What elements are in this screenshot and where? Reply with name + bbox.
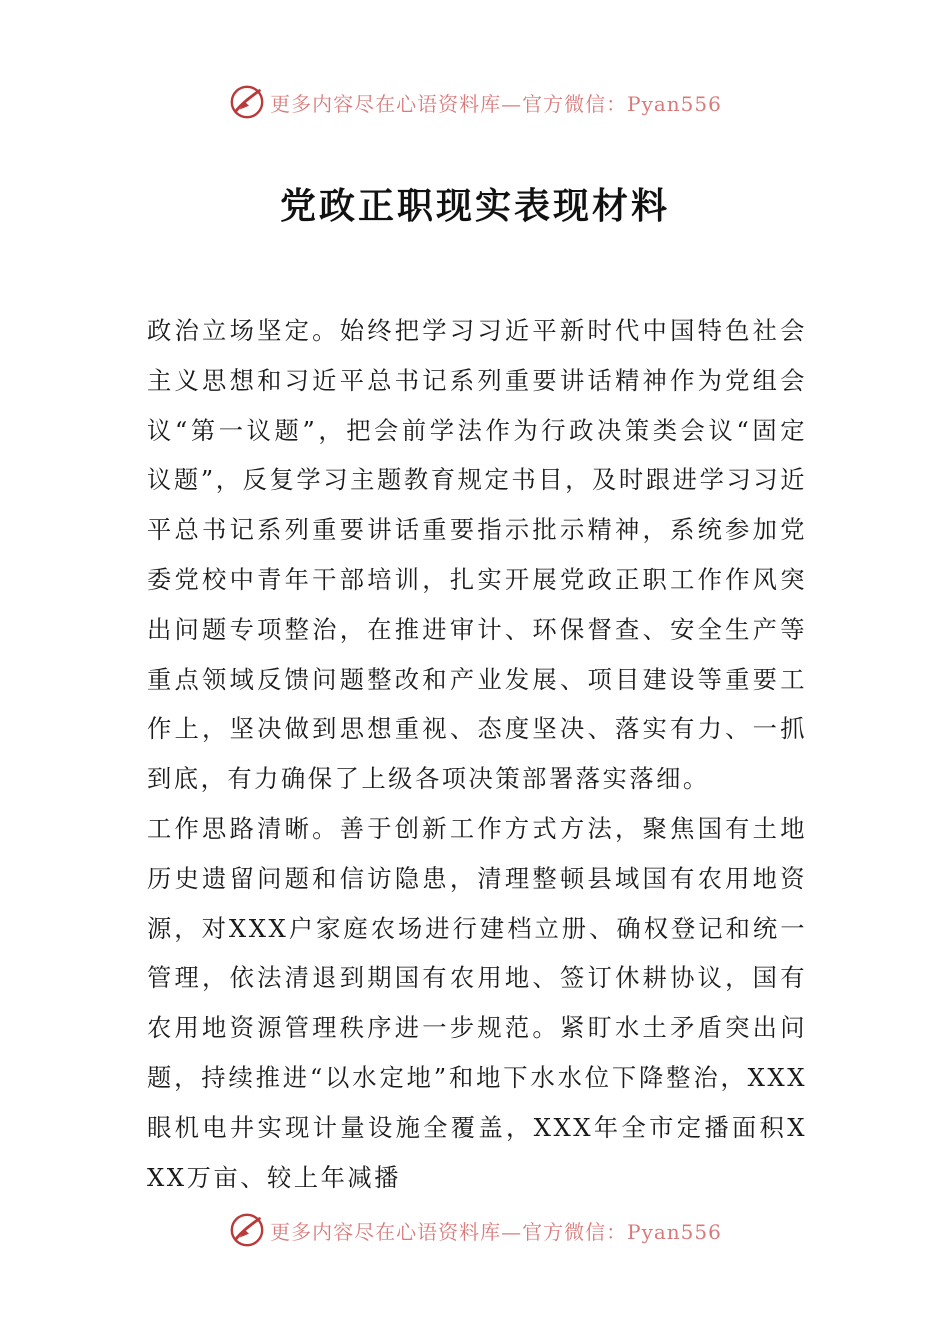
pen-logo-icon <box>228 83 266 121</box>
pen-logo-icon <box>228 1211 266 1249</box>
paragraph-political-stance: 政治立场坚定。始终把学习习近平新时代中国特色社会主义思想和习近平总书记系列重要讲话精神作为党组会议“第一议题”，把会前学法作为行政决策类会议“固定议题”，反复学习主题教育规定书目，及时跟进学习习近平总书记系列重要讲话重要指示批示精神，系统参加党委党校中青年干部培训，扎实开展党政正职工作作风突出问题专项整治，在推进审计、环保督查、安全生产等重点领域反馈问题整改和产业发展、项目建设等重要工作上，坚决做到思想重视、态度坚决、落实有力、一抓到底，有力确保了上级各项决策部署落实落细。 <box>147 316 807 794</box>
watermark-text: 更多内容尽在心语资料库—官方微信：Pyan556 <box>270 91 722 116</box>
document-title: 党政正职现实表现材料 <box>279 185 670 227</box>
watermark-text: 更多内容尽在心语资料库—官方微信：Pyan556 <box>270 1219 722 1244</box>
watermark-header <box>0 80 950 124</box>
paragraph-work-approach: 工作思路清晰。善于创新工作方式方法，聚焦国有土地历史遗留问题和信访隐患，清理整顿县域国有农用地资源，对XXX户家庭农场进行建档立册、确权登记和统一管理，依法清退到期国有农用地、签订休耕协议，国有农用地资源管理秩序进一步规范。紧盯水土矛盾突出问题，持续推进“以水定地”和地下水水位下降整治，XXX眼机电井实现计量设施全覆盖，XXX年全市定播面积XXX万亩、较上年减播 <box>147 813 807 1192</box>
watermark-footer <box>0 1208 950 1252</box>
document-body <box>147 306 807 1202</box>
